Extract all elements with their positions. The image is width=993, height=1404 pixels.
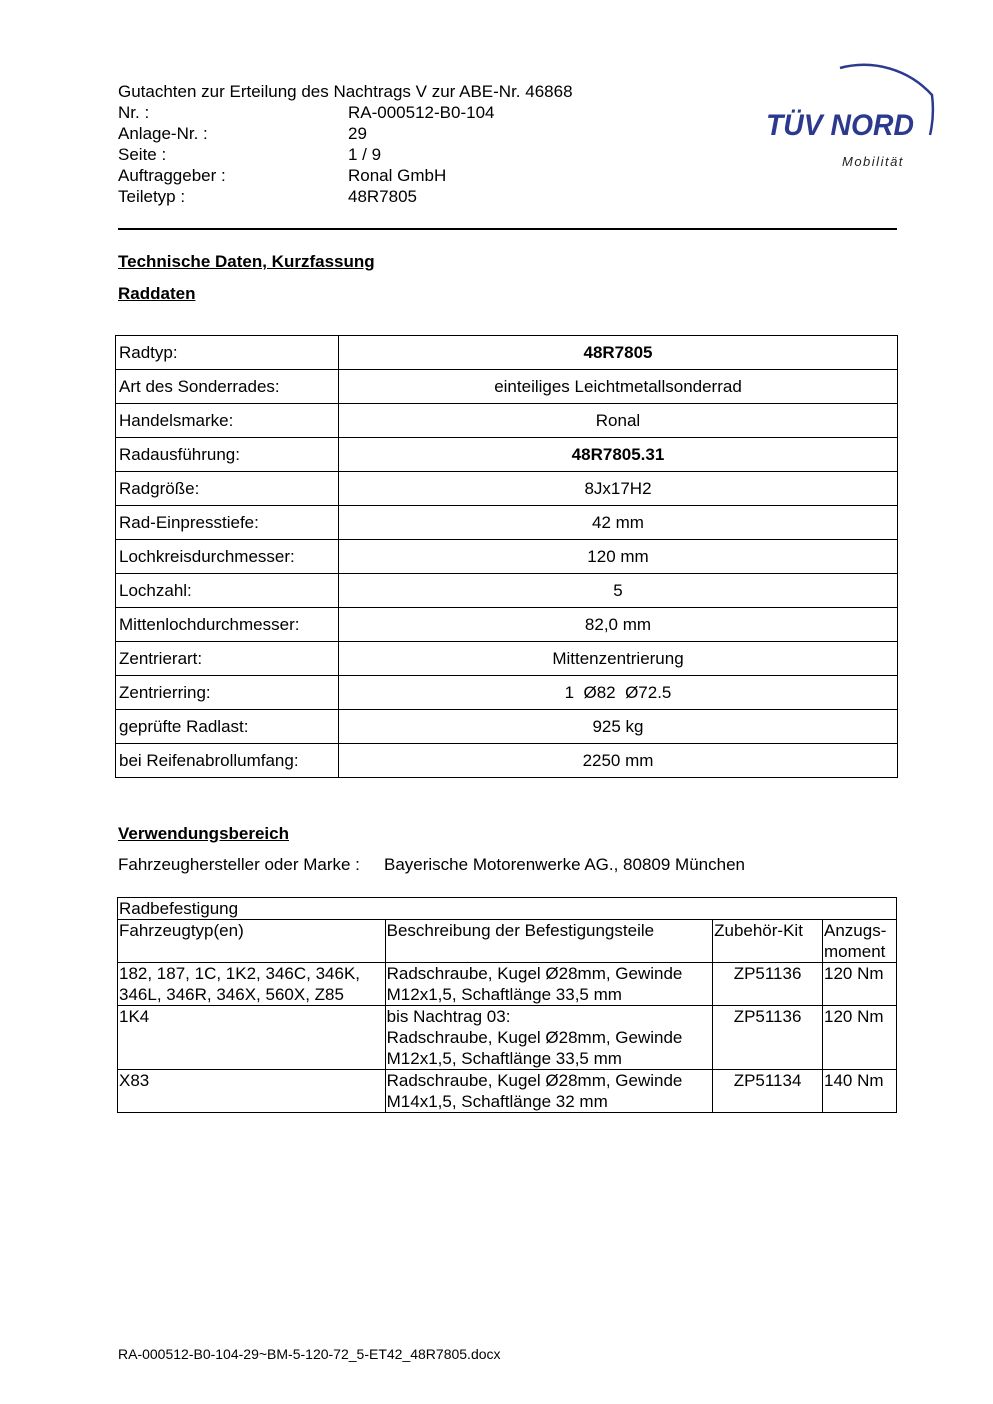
header-value: Ronal GmbH xyxy=(348,166,447,185)
raddaten-label: bei Reifenabrollumfang: xyxy=(116,744,339,778)
logo-brand-text: TÜV NORD xyxy=(766,109,914,142)
table-row xyxy=(116,676,898,710)
table-row xyxy=(116,438,898,472)
section-title-technische-daten: Technische Daten, Kurzfassung xyxy=(118,252,375,271)
header-info xyxy=(118,102,494,207)
header-row xyxy=(118,144,494,165)
raddaten-value: 42 mm xyxy=(339,506,898,540)
header-value: 1 / 9 xyxy=(348,145,382,164)
raddaten-label: Radausführung: xyxy=(116,438,339,472)
raddaten-label: Lochzahl: xyxy=(116,574,339,608)
tightening-torque: 120 Nm xyxy=(823,963,897,1006)
column-header: Beschreibung der Befestigungsteile xyxy=(385,920,712,963)
table-row xyxy=(116,744,898,778)
table-header-row xyxy=(118,920,897,963)
manufacturer-line xyxy=(118,855,745,875)
raddaten-label: Handelsmarke: xyxy=(116,404,339,438)
accessory-kit: ZP51136 xyxy=(713,1006,823,1070)
raddaten-label: Rad-Einpresstiefe: xyxy=(116,506,339,540)
header-label: Anlage-Nr. : xyxy=(118,124,208,143)
table-row xyxy=(116,506,898,540)
header-value: 29 xyxy=(348,124,367,143)
manufacturer-label: Fahrzeughersteller oder Marke : xyxy=(118,855,360,874)
accessory-kit: ZP51136 xyxy=(713,963,823,1006)
table-row xyxy=(118,963,897,1006)
raddaten-value: 48R7805.31 xyxy=(339,438,898,472)
fastener-description: bis Nachtrag 03: Radschraube, Kugel Ø28mm, Gewinde M12x1,5, Schaftlänge 33,5 mm xyxy=(385,1006,712,1070)
table-row xyxy=(116,404,898,438)
raddaten-label: Lochkreisdurchmesser: xyxy=(116,540,339,574)
vehicle-types: X83 xyxy=(118,1070,386,1113)
header-divider xyxy=(118,228,897,230)
fastener-description: Radschraube, Kugel Ø28mm, Gewinde M12x1,5, Schaftlänge 33,5 mm xyxy=(385,963,712,1006)
raddaten-table xyxy=(115,335,898,778)
section-title-verwendungsbereich: Verwendungsbereich xyxy=(118,824,289,843)
header-row xyxy=(118,123,494,144)
table-row xyxy=(116,642,898,676)
vehicle-types: 1K4 xyxy=(118,1006,386,1070)
raddaten-value: einteiliges Leichtmetallsonderrad xyxy=(339,370,898,404)
raddaten-label: Art des Sonderrades: xyxy=(116,370,339,404)
footer-filename: RA-000512-B0-104-29~BM-5-120-72_5-ET42_48R7805.docx xyxy=(118,1346,501,1362)
raddaten-label: Zentrierart: xyxy=(116,642,339,676)
column-header: Zubehör-Kit xyxy=(713,920,823,963)
section-subtitle-raddaten: Raddaten xyxy=(118,284,196,303)
table-row xyxy=(116,710,898,744)
header-value: 48R7805 xyxy=(348,187,418,206)
logo-sub-text: Mobilität xyxy=(842,154,904,169)
tightening-torque: 140 Nm xyxy=(823,1070,897,1113)
table-caption: Radbefestigung xyxy=(118,898,897,920)
raddaten-value: Mittenzentrierung xyxy=(339,642,898,676)
raddaten-value: 925 kg xyxy=(339,710,898,744)
raddaten-value: 5 xyxy=(339,574,898,608)
table-caption-row xyxy=(118,898,897,920)
header-row xyxy=(118,165,494,186)
radbefestigung-table xyxy=(117,897,897,1113)
raddaten-value: 82,0 mm xyxy=(339,608,898,642)
raddaten-label: Mittenlochdurchmesser: xyxy=(116,608,339,642)
raddaten-value: 8Jx17H2 xyxy=(339,472,898,506)
table-row xyxy=(116,472,898,506)
document-title: Gutachten zur Erteilung des Nachtrags V zur ABE-Nr. 46868 xyxy=(118,82,573,101)
vehicle-types: 182, 187, 1C, 1K2, 346C, 346K, 346L, 346R, 346X, 560X, Z85 xyxy=(118,963,386,1006)
table-row xyxy=(116,574,898,608)
raddaten-value: 120 mm xyxy=(339,540,898,574)
fastener-description: Radschraube, Kugel Ø28mm, Gewinde M14x1,5, Schaftlänge 32 mm xyxy=(385,1070,712,1113)
column-header: Fahrzeugtyp(en) xyxy=(118,920,386,963)
raddaten-value: 48R7805 xyxy=(339,336,898,370)
header-row xyxy=(118,186,494,207)
raddaten-label: Radtyp: xyxy=(116,336,339,370)
table-row xyxy=(116,370,898,404)
header-label: Teiletyp : xyxy=(118,187,186,206)
header-label: Auftraggeber : xyxy=(118,166,226,185)
raddaten-value: 1 Ø82 Ø72.5 xyxy=(339,676,898,710)
header-value: RA-000512-B0-104 xyxy=(348,103,495,122)
tuv-nord-logo xyxy=(760,55,945,175)
table-row xyxy=(116,540,898,574)
raddaten-label: Radgröße: xyxy=(116,472,339,506)
raddaten-label: Zentrierring: xyxy=(116,676,339,710)
tightening-torque: 120 Nm xyxy=(823,1006,897,1070)
raddaten-label: geprüfte Radlast: xyxy=(116,710,339,744)
table-row xyxy=(116,608,898,642)
header-row xyxy=(118,102,494,123)
table-row xyxy=(116,336,898,370)
header-label: Seite : xyxy=(118,145,167,164)
table-row xyxy=(118,1006,897,1070)
raddaten-value: Ronal xyxy=(339,404,898,438)
header-label: Nr. : xyxy=(118,103,150,122)
raddaten-value: 2250 mm xyxy=(339,744,898,778)
accessory-kit: ZP51134 xyxy=(713,1070,823,1113)
manufacturer-value: Bayerische Motorenwerke AG., 80809 München xyxy=(384,855,745,874)
column-header: Anzugs- moment xyxy=(823,920,897,963)
table-row xyxy=(118,1070,897,1113)
